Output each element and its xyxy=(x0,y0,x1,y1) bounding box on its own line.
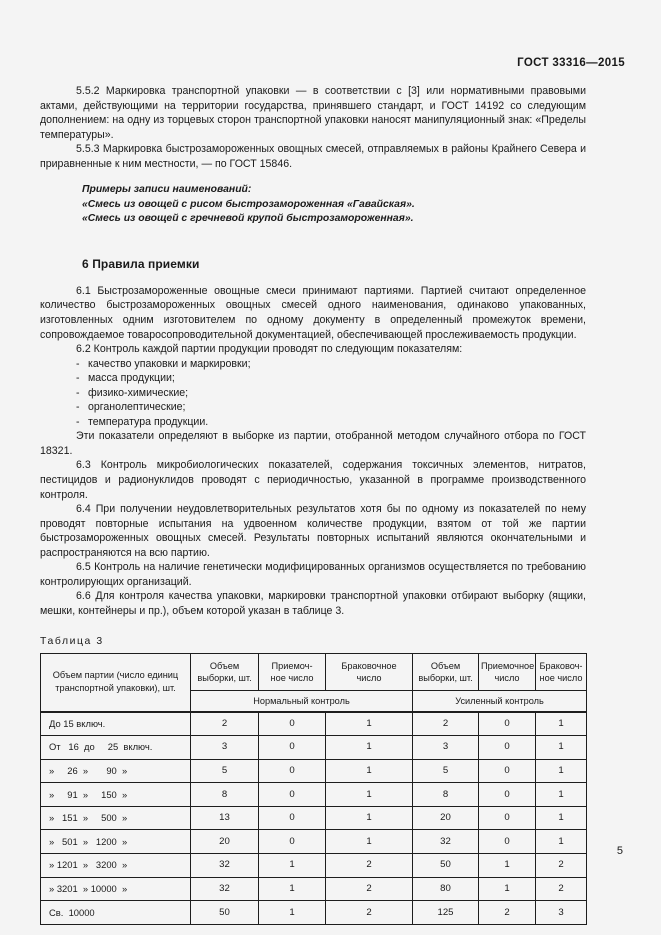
cell-value: 1 xyxy=(326,712,413,736)
header-line-2: ное число xyxy=(539,672,583,683)
table-row xyxy=(41,806,587,830)
cell-value: 5 xyxy=(191,759,259,783)
cell-value: 1 xyxy=(326,759,413,783)
table-col-header-sample-volume-normal xyxy=(191,653,259,690)
list-item xyxy=(40,357,586,372)
cell-value: 20 xyxy=(191,830,259,854)
cell-value: 0 xyxy=(479,759,536,783)
table-row xyxy=(41,736,587,760)
cell-value: 0 xyxy=(479,783,536,807)
cell-lot-range: До 15 включ. xyxy=(41,712,191,736)
cell-value: 1 xyxy=(536,712,587,736)
list-item-label: температура продукции. xyxy=(88,415,209,428)
table-col-header-lot-volume: Объем партии (число единиц транспортной упаковки), шт. xyxy=(41,653,191,712)
section-heading-wrap xyxy=(40,257,586,271)
list-item-label: масса продукции; xyxy=(88,372,175,385)
table-row xyxy=(41,854,587,878)
table-caption: Таблица 3 xyxy=(40,635,104,647)
sampling-plan-table xyxy=(40,653,587,925)
table-col-header-reject-number-tightened xyxy=(536,653,587,690)
table-row xyxy=(41,712,587,736)
cell-value: 1 xyxy=(259,901,326,925)
examples-title: Примеры записи наименований: xyxy=(82,184,252,196)
header-line-1: Браковоч- xyxy=(539,660,583,671)
table-row xyxy=(41,759,587,783)
cell-lot-range: » 91 » 150 » xyxy=(41,783,191,807)
cell-value: 50 xyxy=(191,901,259,925)
paragraph-6-2: 6.2 Контроль каждой партии продукции проводят по следующим показателям: xyxy=(76,343,463,356)
header-line-2: выборки, шт. xyxy=(197,672,252,683)
table-row xyxy=(41,877,587,901)
table-row xyxy=(41,783,587,807)
cell-value: 0 xyxy=(479,830,536,854)
cell-lot-range: » 3201 » 10000 » xyxy=(41,877,191,901)
list-item xyxy=(40,386,586,401)
header-line-1: Приемочное xyxy=(481,660,535,671)
cell-lot-range: Св. 10000 xyxy=(41,901,191,925)
cell-value: 0 xyxy=(259,736,326,760)
header-line-2: число xyxy=(494,672,520,683)
cell-value: 0 xyxy=(259,806,326,830)
cell-value: 8 xyxy=(413,783,479,807)
bullet-dash-icon: - xyxy=(76,357,80,370)
table-col-header-reject-number-normal xyxy=(326,653,413,690)
table-group-band-tightened-control: Усиленный контроль xyxy=(413,690,587,712)
table-col-header-sample-volume-tightened xyxy=(413,653,479,690)
example-item-1: «Смесь из овощей с рисом быстрозамороженная «Гавайская». xyxy=(82,198,415,210)
cell-value: 2 xyxy=(326,854,413,878)
cell-lot-range: От 16 до 25 включ. xyxy=(41,736,191,760)
cell-value: 8 xyxy=(191,783,259,807)
header-line-1: Объем xyxy=(209,660,240,671)
cell-value: 0 xyxy=(479,736,536,760)
cell-value: 32 xyxy=(191,877,259,901)
cell-value: 1 xyxy=(536,783,587,807)
paragraph-6-5: 6.5 Контроль на наличие генетически модифицированных организмов осуществляется по требованию контролирующих организаций. xyxy=(40,561,586,588)
paragraph-5-5-3: 5.5.3 Маркировка быстрозамороженных овощных смесей, отправляемых в районы Крайнего Севера и приравненные к ним местности, — по ГОСТ 15846. xyxy=(40,143,586,170)
list-item xyxy=(40,371,586,386)
control-indicators-list xyxy=(40,357,586,430)
cell-value: 2 xyxy=(536,854,587,878)
cell-value: 1 xyxy=(536,806,587,830)
table-col-header-accept-number-normal xyxy=(259,653,326,690)
cell-value: 3 xyxy=(191,736,259,760)
paragraph-6-3: 6.3 Контроль микробиологических показателей, содержания токсичных элементов, нитратов, пестицидов и радионуклидов проводят с периодичностью, указанной в программе производственного контроля. xyxy=(40,459,586,501)
cell-value: 2 xyxy=(413,712,479,736)
header-line-2: выборки, шт. xyxy=(418,672,473,683)
document-body xyxy=(40,84,586,925)
header-line-1: Браковочное xyxy=(341,660,397,671)
table-head xyxy=(41,653,587,712)
header-line-2: число xyxy=(356,672,382,683)
examples-block xyxy=(40,183,586,227)
table-col-header-accept-number-tightened xyxy=(479,653,536,690)
cell-value: 1 xyxy=(326,783,413,807)
page-header-standard-number: ГОСТ 33316—2015 xyxy=(517,57,625,69)
cell-value: 2 xyxy=(191,712,259,736)
cell-value: 3 xyxy=(413,736,479,760)
paragraph-6-1: 6.1 Быстрозамороженные овощные смеси принимают партиями. Партией считают определенное количество быстрозамороженных овощных смесей одного наименования, одинаково упакованных, изготовленных одним изготовителем по одному документу в определенный промежуток времени, сопровождаемое товаросопроводительной документацией, обеспечивающей прослеживаемость продукции. xyxy=(40,284,586,341)
paragraph-6-2-note: Эти показатели определяют в выборке из партии, отобранной методом случайного отбора по ГОСТ 18321. xyxy=(40,430,586,457)
cell-value: 2 xyxy=(479,901,536,925)
header-line-1: Объем xyxy=(430,660,461,671)
cell-lot-range: » 1201 » 3200 » xyxy=(41,854,191,878)
bullet-dash-icon: - xyxy=(76,401,80,414)
cell-value: 0 xyxy=(259,759,326,783)
table-group-band-normal-control: Нормальный контроль xyxy=(191,690,413,712)
list-item-label: качество упаковки и маркировки; xyxy=(88,357,251,370)
cell-value: 3 xyxy=(536,901,587,925)
list-item-label: физико-химические; xyxy=(88,386,189,399)
cell-value: 13 xyxy=(191,806,259,830)
bullet-dash-icon: - xyxy=(76,386,80,399)
list-item xyxy=(40,415,586,430)
cell-value: 5 xyxy=(413,759,479,783)
cell-value: 1 xyxy=(479,877,536,901)
cell-lot-range: » 501 » 1200 » xyxy=(41,830,191,854)
cell-value: 32 xyxy=(413,830,479,854)
cell-value: 1 xyxy=(326,806,413,830)
cell-value: 1 xyxy=(259,854,326,878)
header-line-1: Приемоч- xyxy=(271,660,313,671)
cell-value: 50 xyxy=(413,854,479,878)
cell-value: 0 xyxy=(479,806,536,830)
table-row xyxy=(41,901,587,925)
cell-value: 2 xyxy=(536,877,587,901)
cell-value: 32 xyxy=(191,854,259,878)
cell-value: 0 xyxy=(259,830,326,854)
table-body xyxy=(41,712,587,925)
paragraph-6-6: 6.6 Для контроля качества упаковки, маркировки транспортной упаковки отбирают выборку (ящики, мешки, контейнеры и пр.), объем которой указан в таблице 3. xyxy=(40,590,586,617)
cell-value: 0 xyxy=(479,712,536,736)
cell-value: 0 xyxy=(259,712,326,736)
bullet-dash-icon: - xyxy=(76,372,80,385)
cell-lot-range: » 151 » 500 » xyxy=(41,806,191,830)
cell-value: 80 xyxy=(413,877,479,901)
cell-value: 1 xyxy=(259,877,326,901)
paragraph-6-4: 6.4 При получении неудовлетворительных результатов хотя бы по одному из показателей по нему проводят повторные испытания на удвоенном количестве продукции, взятом от той же партии быстрозамороженных овощных смесей. Результаты повторных испытаний являются окончательными и распространяются на всю партию. xyxy=(40,503,586,559)
cell-value: 1 xyxy=(536,830,587,854)
example-item-2: «Смесь из овощей с гречневой крупой быстрозамороженная». xyxy=(82,213,414,225)
bullet-dash-icon: - xyxy=(76,415,80,428)
header-line-2: ное число xyxy=(270,672,314,683)
list-item xyxy=(40,400,586,415)
cell-value: 1 xyxy=(536,736,587,760)
table-row xyxy=(41,830,587,854)
cell-value: 20 xyxy=(413,806,479,830)
section-heading-6: 6 Правила приемки xyxy=(82,256,200,271)
cell-value: 125 xyxy=(413,901,479,925)
list-item-label: органолептические; xyxy=(88,401,186,414)
cell-lot-range: » 26 » 90 » xyxy=(41,759,191,783)
cell-value: 1 xyxy=(536,759,587,783)
table-header-row xyxy=(41,653,587,690)
cell-value: 2 xyxy=(326,901,413,925)
cell-value: 2 xyxy=(326,877,413,901)
cell-value: 1 xyxy=(479,854,536,878)
cell-value: 0 xyxy=(259,783,326,807)
cell-value: 1 xyxy=(326,830,413,854)
page-number: 5 xyxy=(616,845,623,857)
paragraph-5-5-2: 5.5.2 Маркировка транспортной упаковки — в соответствии с [3] или нормативными правовыми актами, действующими на территории государства, принявшего стандарт, и ГОСТ 14192 со следующим дополнением: на одну из торцевых сторон транспортной упаковки наносят манипуляционный знак: «Пределы температуры». xyxy=(40,85,586,141)
cell-value: 1 xyxy=(326,736,413,760)
